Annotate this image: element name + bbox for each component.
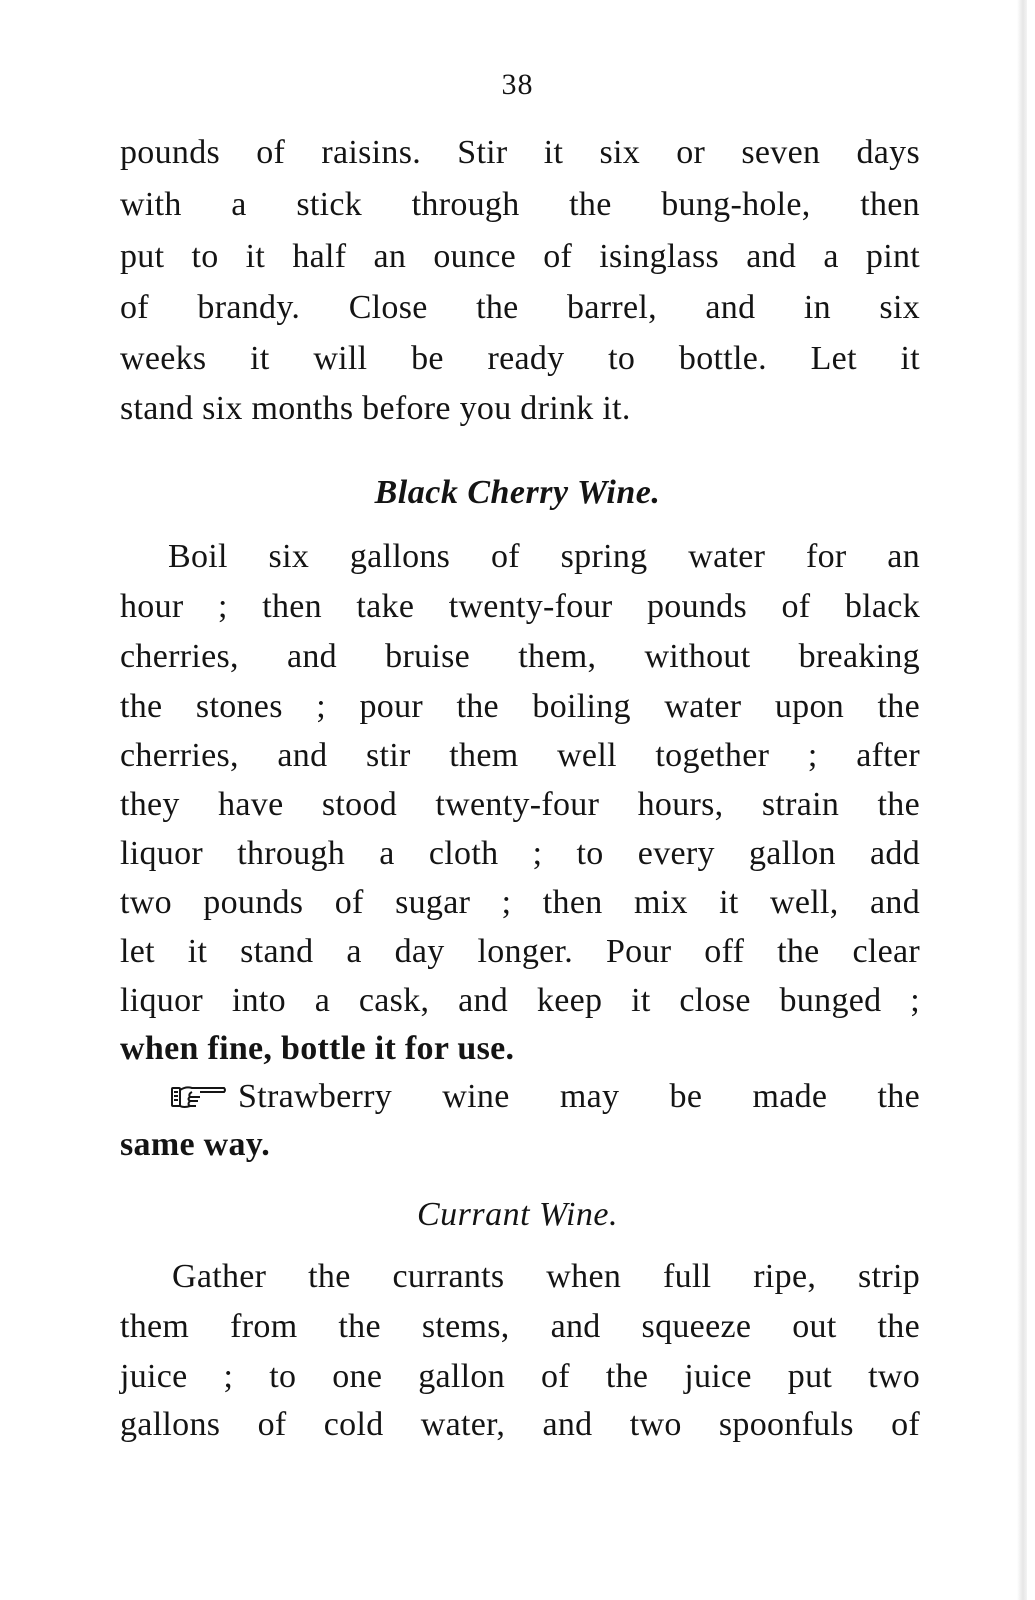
text-line: of brandy. Close the barrel, and in six xyxy=(120,289,920,326)
note-text: Strawberry wine may be made the xyxy=(238,1078,920,1115)
text-line: with a stick through the bung-hole, then xyxy=(120,186,920,223)
text-line: the stones ; pour the boiling water upon the xyxy=(120,688,920,725)
text-line: cherries, and bruise them, without breaking xyxy=(120,638,920,675)
text-line: when fine, bottle it for use. xyxy=(120,1030,515,1067)
text-line: Boil six gallons of spring water for an xyxy=(168,538,920,575)
text-line: hour ; then take twenty-four pounds of black xyxy=(120,588,920,625)
text-line: liquor into a cask, and keep it close bunged ; xyxy=(120,982,920,1019)
text-line: them from the stems, and squeeze out the xyxy=(120,1308,920,1345)
text-line: gallons of cold water, and two spoonfuls of xyxy=(120,1406,920,1443)
text-line: Gather the currants when full ripe, strip xyxy=(172,1258,920,1295)
note-line xyxy=(170,1072,920,1122)
recipe-heading-black-cherry-wine: Black Cherry Wine. xyxy=(374,474,661,511)
text-line: pounds of raisins. Stir it six or seven days xyxy=(120,134,920,171)
note-line-continued: same way. xyxy=(120,1126,271,1163)
text-line: they have stood twenty-four hours, strain the xyxy=(120,786,920,823)
recipe-heading-currant-wine: Currant Wine. xyxy=(416,1196,619,1233)
text-line: stand six months before you drink it. xyxy=(120,390,631,427)
text-line: juice ; to one gallon of the juice put two xyxy=(120,1358,920,1395)
text-line: cherries, and stir them well together ; after xyxy=(120,737,920,774)
text-line: weeks it will be ready to bottle. Let it xyxy=(120,340,920,377)
pointing-hand-icon xyxy=(170,1075,228,1103)
page-number: 38 xyxy=(501,68,534,101)
text-line: liquor through a cloth ; to every gallon add xyxy=(120,835,920,872)
text-line: put to it half an ounce of isinglass and a pint xyxy=(120,238,920,275)
text-line: two pounds of sugar ; then mix it well, and xyxy=(120,884,920,921)
page-edge-shadow xyxy=(1017,0,1027,1600)
text-line: let it stand a day longer. Pour off the clear xyxy=(120,933,920,970)
